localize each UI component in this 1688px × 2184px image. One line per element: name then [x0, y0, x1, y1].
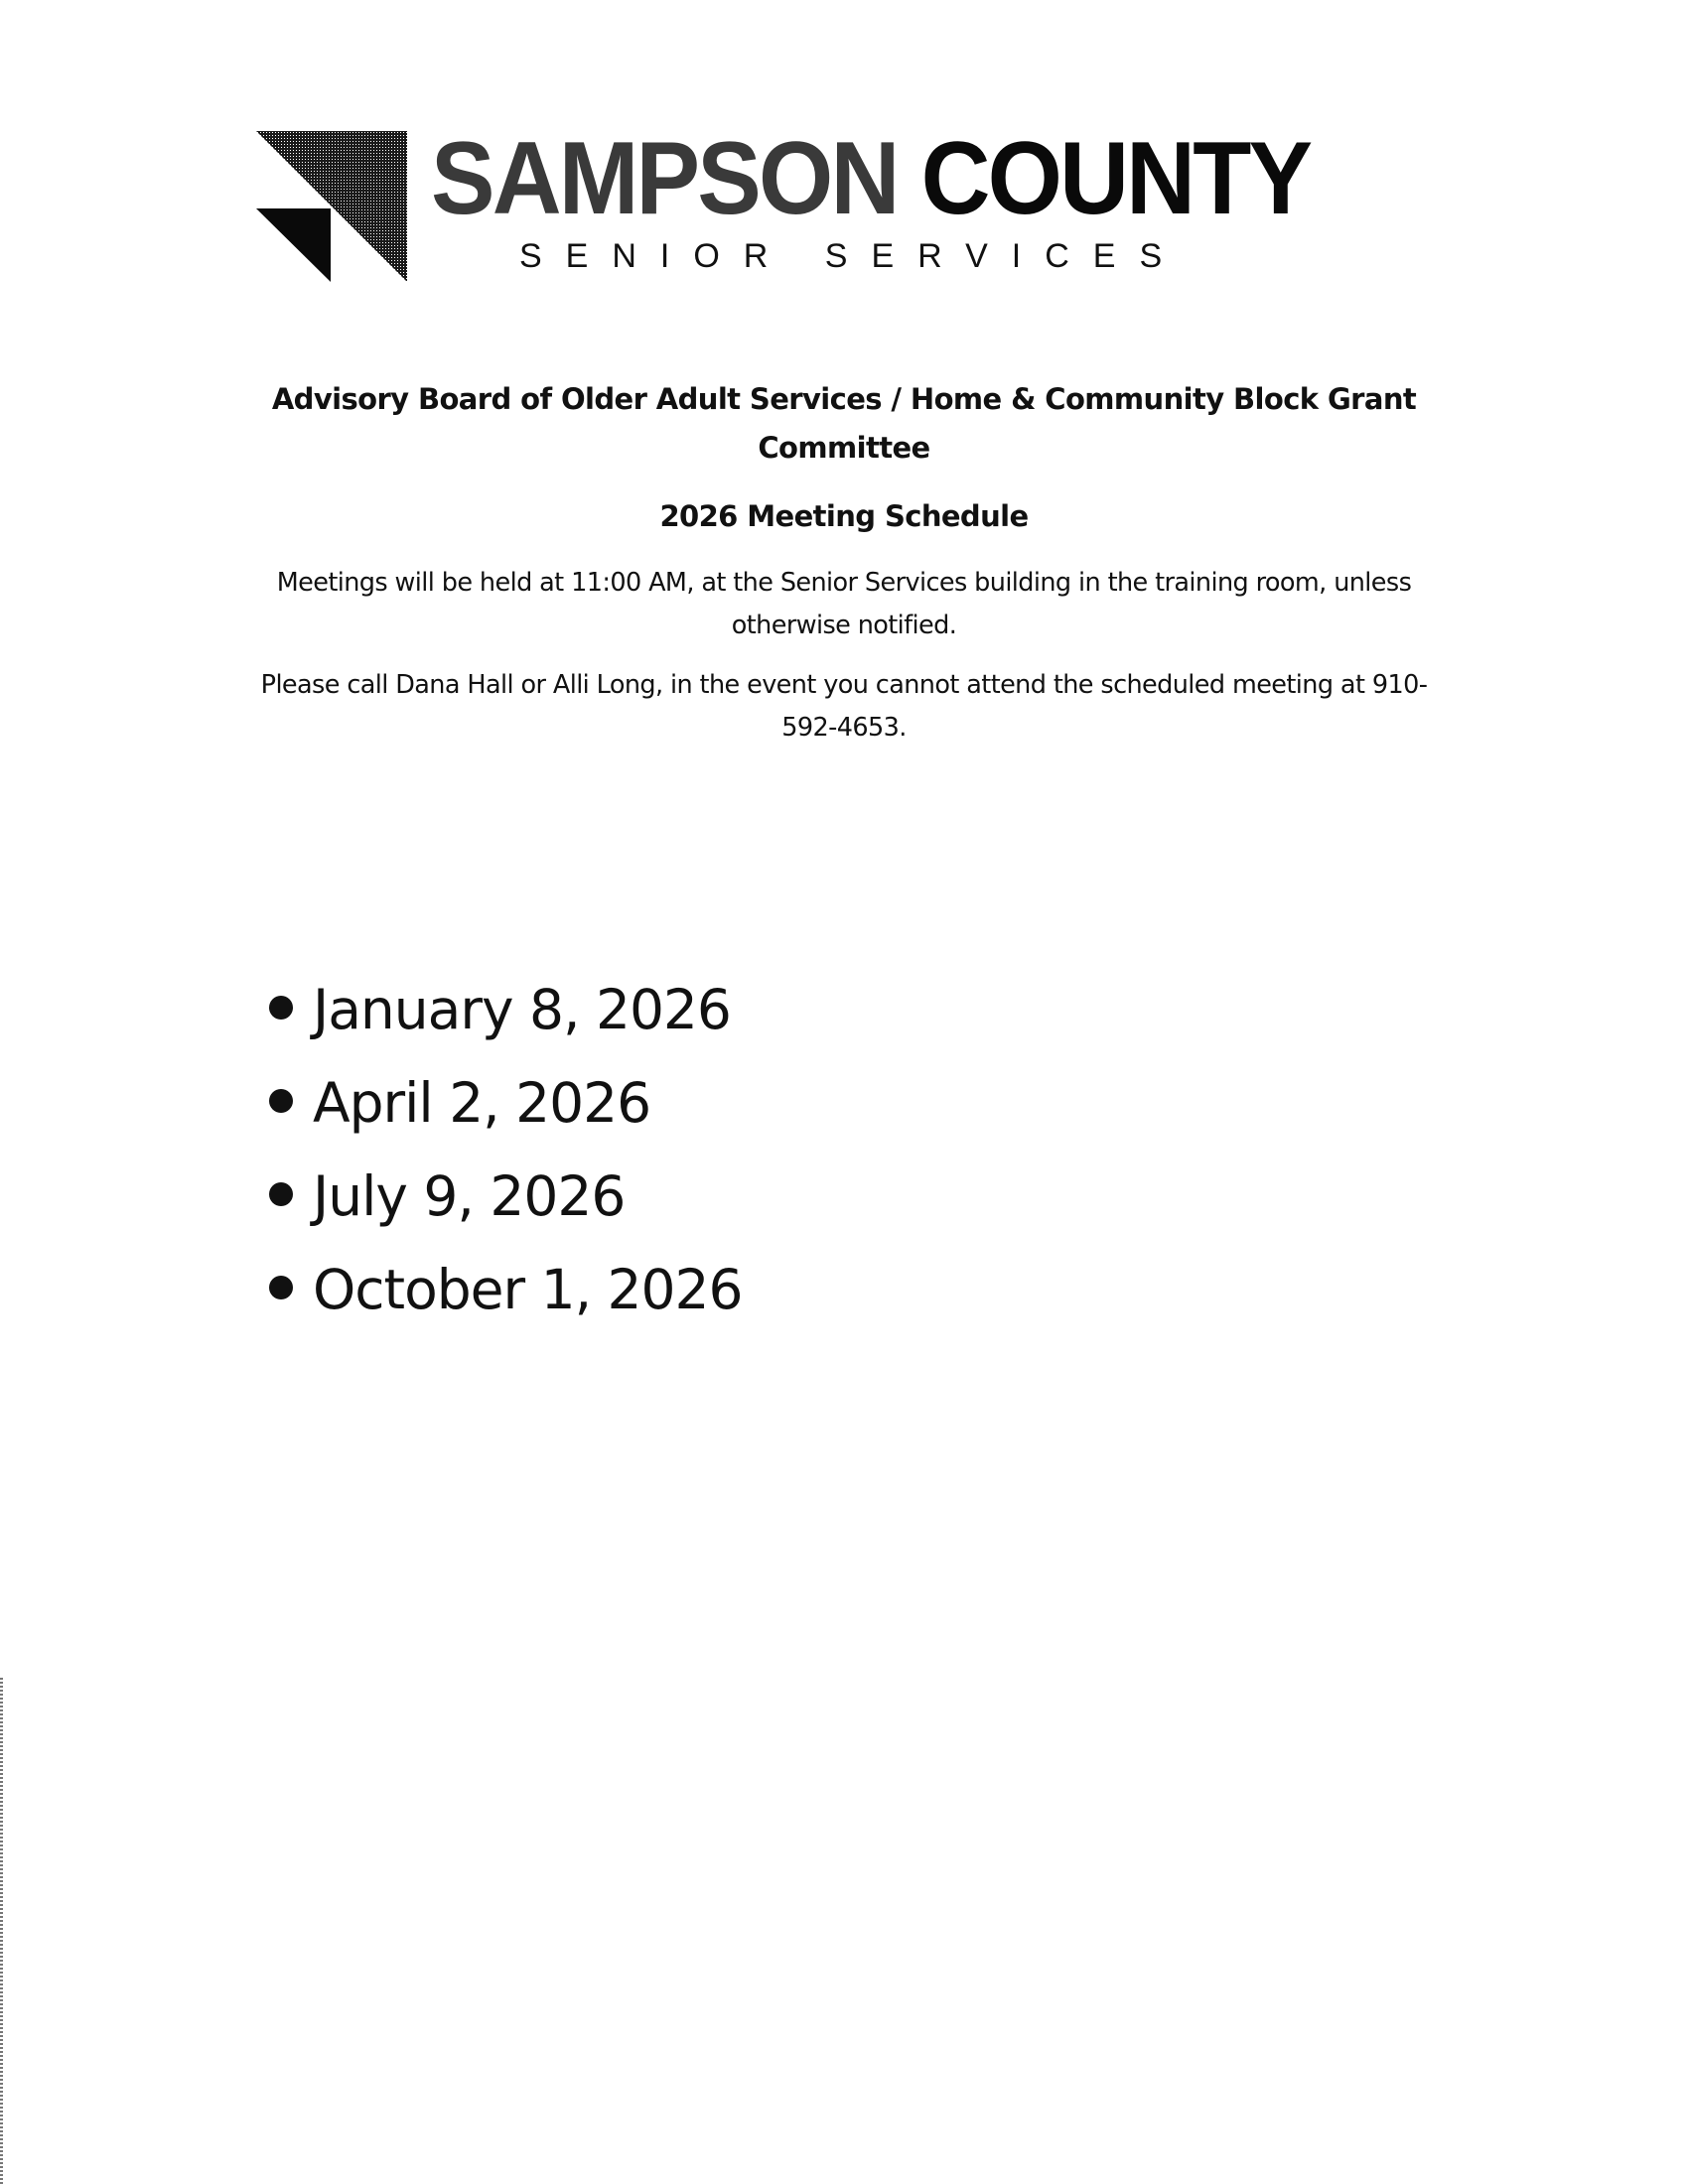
list-item — [268, 963, 743, 1056]
meeting-date: July 9, 2026 — [313, 1164, 626, 1228]
contact-note-line-2: 592-4653. — [781, 713, 907, 743]
wordmark-title — [431, 121, 1311, 236]
contact-note — [199, 664, 1489, 750]
meeting-date: January 8, 2026 — [313, 978, 731, 1041]
meeting-dates-list — [268, 963, 743, 1336]
wordmark-sampson: SAMPSON — [431, 121, 898, 236]
sampson-county-logo — [256, 121, 1408, 285]
bullet-icon — [269, 1182, 293, 1206]
bullet-icon — [269, 1089, 293, 1113]
document-heading — [199, 375, 1489, 473]
meeting-time-note — [199, 562, 1489, 647]
heading-line-2: Committee — [758, 431, 930, 465]
bullet-icon — [269, 996, 293, 1020]
heading-line-1: Advisory Board of Older Adult Services / Home & Community Block Grant — [271, 382, 1417, 416]
contact-note-line-1: Please call Dana Hall or Alli Long, in the event you cannot attend the scheduled meeting at 910- — [260, 670, 1428, 700]
list-item — [268, 1243, 743, 1336]
list-item — [268, 1150, 743, 1243]
schedule-title: 2026 Meeting Schedule — [659, 499, 1029, 533]
meeting-date: April 2, 2026 — [313, 1071, 651, 1135]
meeting-time-note-line-1: Meetings will be held at 11:00 AM, at the Senior Services building in the training room, unless — [276, 568, 1412, 598]
scan-edge-artifact — [0, 1678, 3, 2184]
list-item — [268, 1056, 743, 1150]
meeting-time-note-line-2: otherwise notified. — [731, 611, 957, 640]
wordmark-county: COUNTY — [920, 121, 1311, 236]
wordmark-subtitle: SENIOR SERVICES — [519, 237, 1187, 275]
meeting-date: October 1, 2026 — [313, 1258, 743, 1321]
bullet-icon — [269, 1276, 293, 1299]
triangle-logo-mark-icon — [256, 131, 409, 284]
